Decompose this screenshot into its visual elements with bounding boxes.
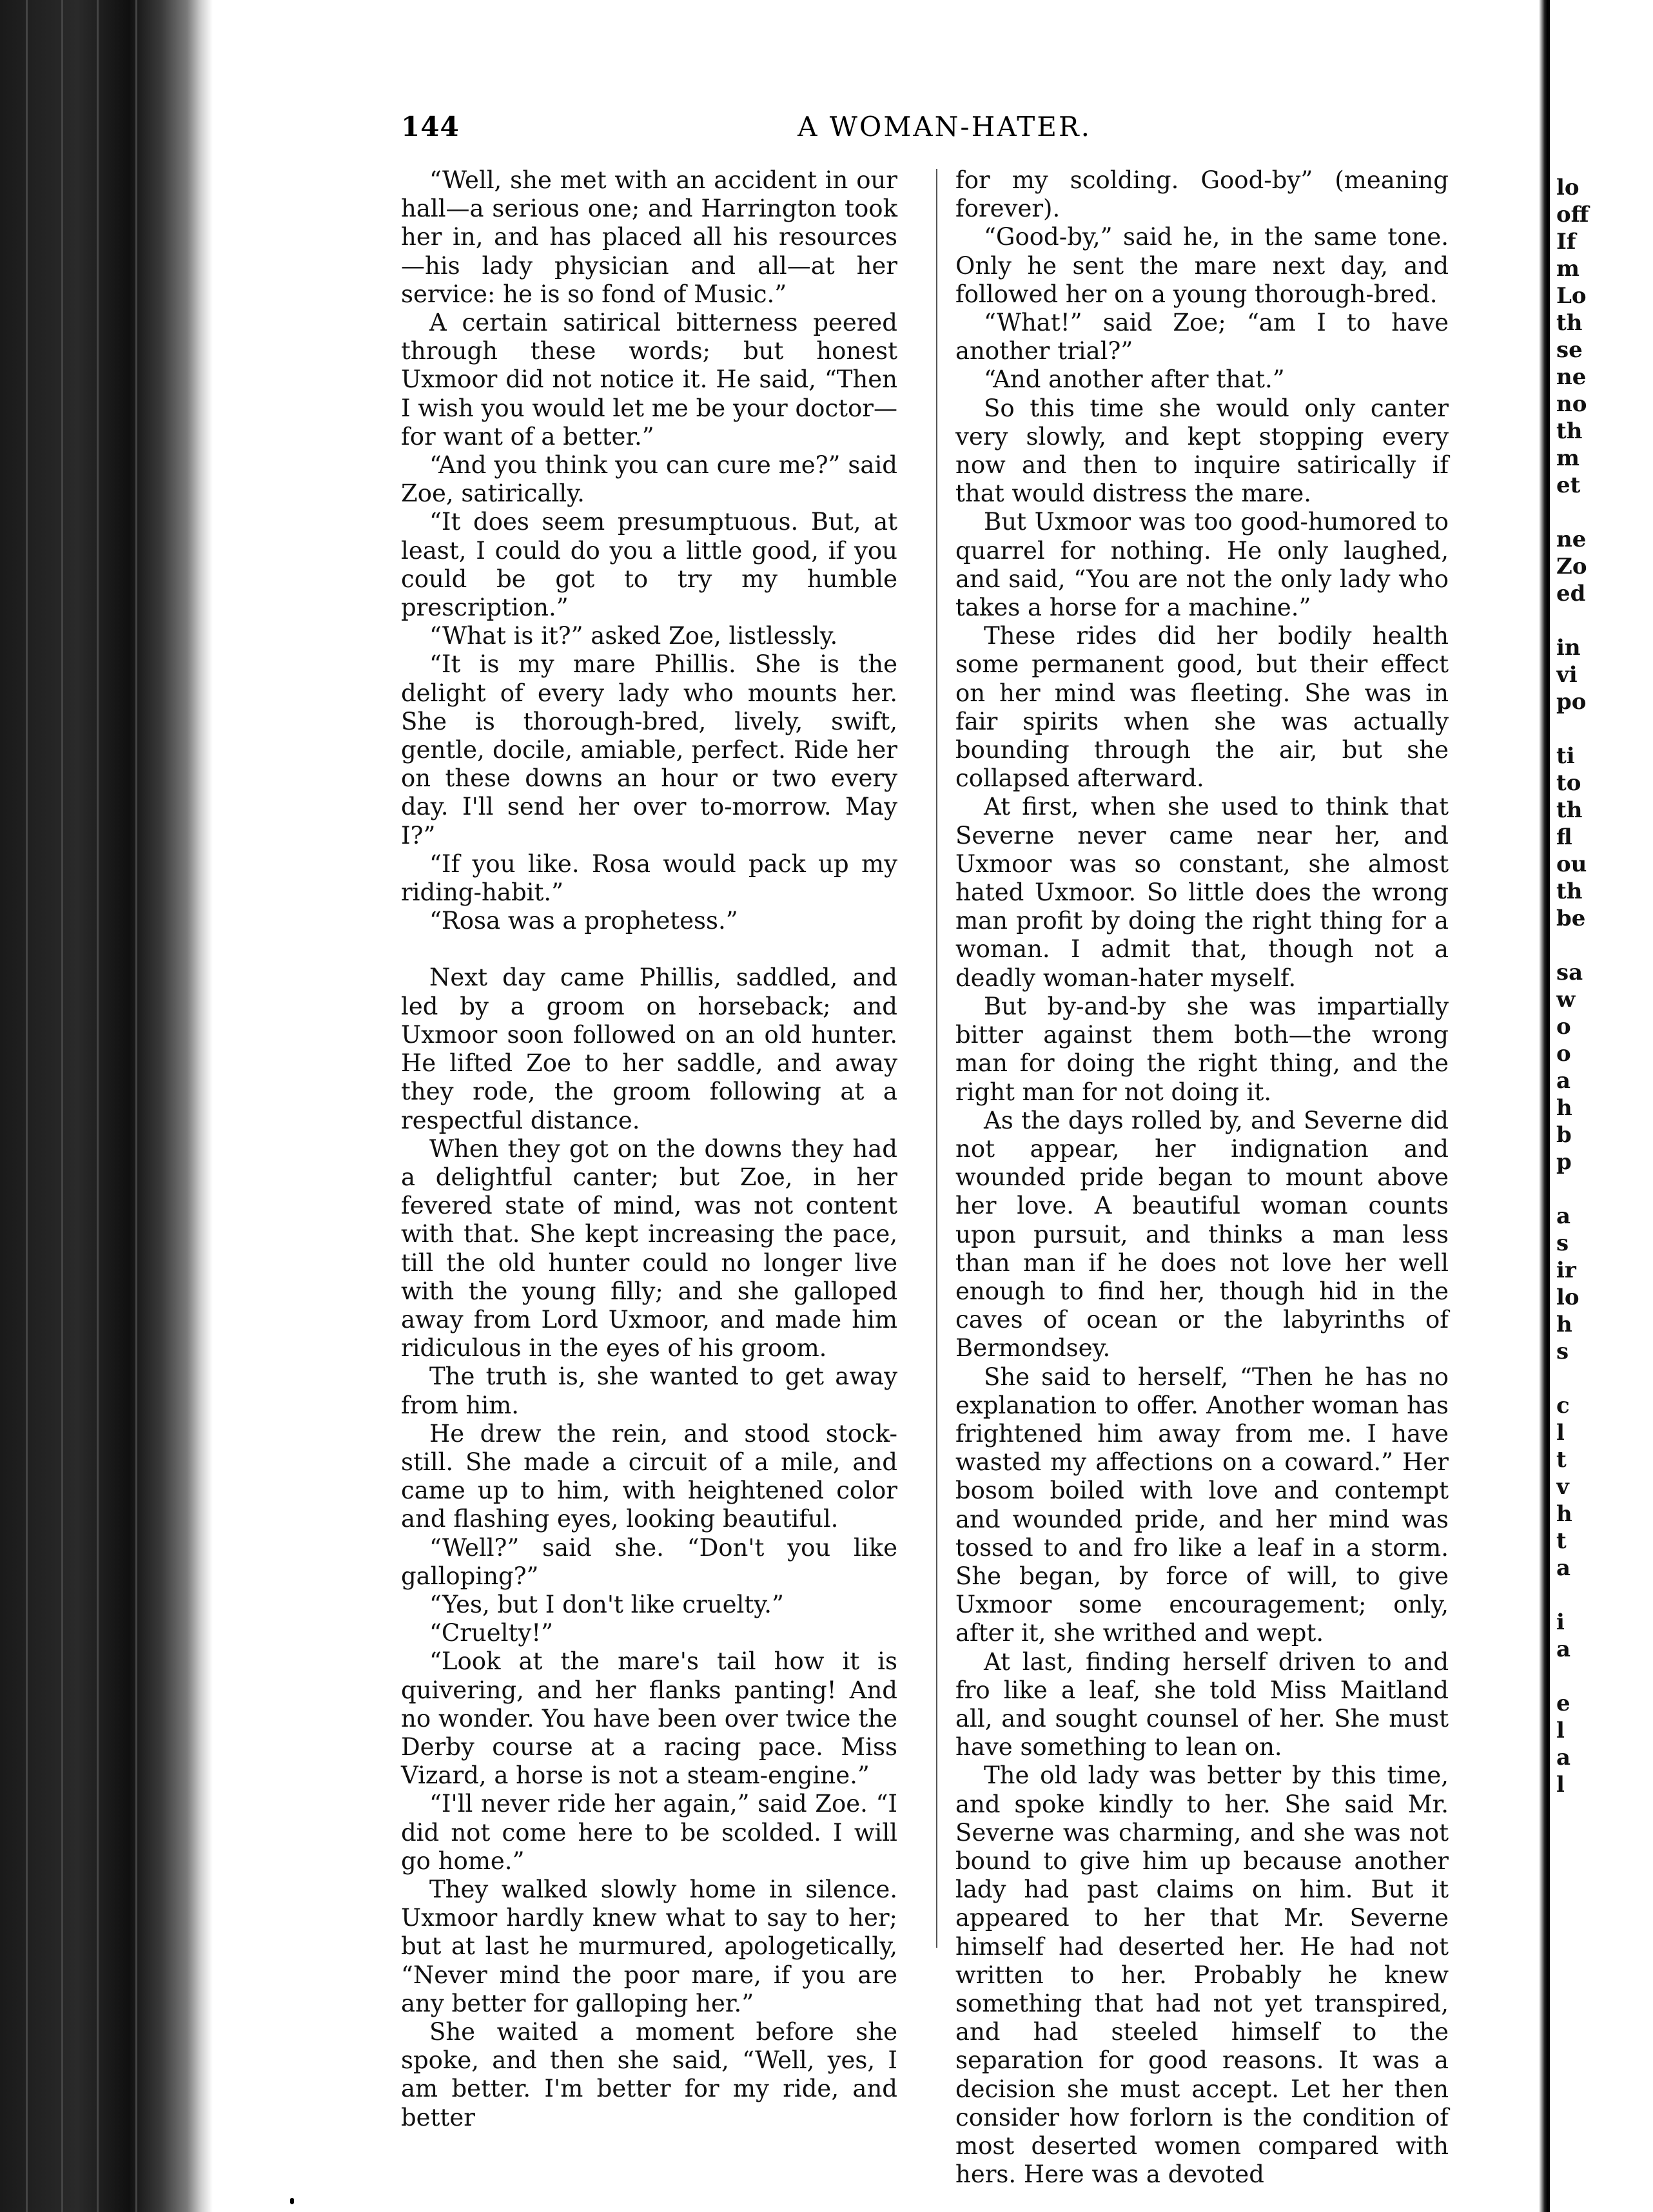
paragraph: These rides did her bodily health some permanent good, but their effect on her mind was fleeting. She was in fair spirits when she was actually bounding through the air, but she collapsed afterward. [955, 622, 1449, 793]
next-page-fragment: ne [1556, 527, 1587, 552]
next-page-fragment: th [1556, 310, 1583, 336]
next-page-fragment: lo [1556, 175, 1580, 200]
book-page [213, 0, 1547, 2212]
paragraph: She waited a moment before she spoke, and then she said, “Well, yes, I am better. I'm better for my ride, and better [401, 2018, 897, 2131]
next-page-fragment: p [1556, 1149, 1572, 1175]
paragraph: But by-and-by she was impartially bitter against them both—the wrong man for doing the right thing, and the right man for not doing it. [955, 992, 1449, 1106]
paragraph: “And you think you can cure me?” said Zoe, satirically. [401, 451, 897, 508]
paragraph: “Rosa was a prophetess.” [429, 907, 738, 935]
next-page-fragment: w [1556, 987, 1576, 1013]
next-page-fragment: o [1556, 1041, 1571, 1067]
next-page-fragment: l [1556, 1772, 1565, 1798]
next-page-fragment: a [1556, 1555, 1571, 1581]
next-page-fragment: t [1556, 1447, 1567, 1473]
next-page-fragment: h [1556, 1095, 1572, 1121]
next-page-fragment: Lo [1556, 283, 1587, 309]
next-page-fragment: m [1556, 256, 1580, 282]
next-page-fragment: th [1556, 878, 1583, 904]
next-page-fragment: i [1556, 1609, 1565, 1635]
next-page-fragment [1556, 1582, 1653, 1609]
next-page-fragment: l [1556, 1420, 1565, 1446]
paragraph: “Yes, but I don't like cruelty.” [429, 1590, 784, 1618]
paragraph: As the days rolled by, and Severne did not appear, her indignation and wounded pride began to mount above her love. A beautiful woman counts upon pursuit, and thinks a man less than man if he does not love her well enough to find her, though hid in the caves of ocean or the labyrinths of Bermondsey. [955, 1106, 1449, 1363]
next-page-fragment: fl [1556, 824, 1572, 850]
paragraph: “It is my mare Phillis. She is the delight of every lady who mounts her. She is thorough-bred, lively, swift, gentle, docile, amiable, perfect. Ride her on these downs an hour or two every day. I'll send her over to-morrow. May I?” [401, 650, 897, 849]
next-page-fragment: th [1556, 797, 1583, 823]
paragraph: The truth is, she wanted to get away from him. [401, 1363, 897, 1419]
paragraph: At last, finding herself driven to and fro like a leaf, she told Miss Maitland all, and sought counsel of her. She must have something to lean on. [955, 1647, 1449, 1761]
paragraph: So this time she would only canter very slowly, and kept stopping every now and then to inquire satirically if that would distress the mare. [955, 394, 1449, 508]
paragraph: “And another after that.” [984, 365, 1285, 394]
next-page-fragment: m [1556, 445, 1580, 471]
left-column [401, 166, 897, 2132]
next-page-fragment: a [1556, 1068, 1571, 1094]
paragraph: “What is it?” asked Zoe, listlessly. [429, 622, 838, 650]
next-page-fragment: ne [1556, 364, 1587, 390]
next-page-fragment: lo [1556, 1285, 1580, 1310]
next-page-fragment: off [1556, 202, 1589, 228]
page-number: 144 [401, 111, 460, 142]
paragraph: “What!” said Zoe; “am I to have another trial?” [955, 309, 1449, 365]
next-page-fragment: s [1556, 1230, 1569, 1256]
next-page-fragment: l [1556, 1718, 1565, 1743]
next-page-fragment [1556, 607, 1653, 634]
paragraph: “Well, she met with an accident in our hall—a serious one; and Harrington took her in, and has placed all his resources—his lady physician and all—at her service: he is so fond of Music.” [401, 166, 897, 308]
next-page-fragment: h [1556, 1312, 1572, 1337]
next-page-fragment: ou [1556, 851, 1587, 877]
next-page-fragment: If [1556, 229, 1576, 255]
next-page-fragment: a [1556, 1745, 1571, 1771]
next-page-fragment: be [1556, 906, 1586, 931]
next-page-fragment: t [1556, 1528, 1567, 1554]
next-page-fragment: v [1556, 1474, 1569, 1500]
running-head: A WOMAN-HATER. [797, 111, 1091, 142]
paragraph: “Well?” said she. “Don't you like galloping?” [401, 1533, 897, 1590]
right-column [955, 166, 1449, 2189]
next-page-fragment: e [1556, 1691, 1570, 1716]
next-page-fragment: sa [1556, 960, 1583, 985]
next-page-fragment: vi [1556, 662, 1578, 688]
next-page-fragment [1556, 932, 1653, 959]
paragraph: She said to herself, “Then he has no explanation to offer. Another woman has frightened him away from me. I have wasted my affections on a coward.” Her bosom boiled with love and contempt and wounded pride, and her mind was tossed to and fro like a leaf in a storm. She began, by force of will, to give Uxmoor some encouragement; only, after it, she writhed and wept. [955, 1363, 1449, 1647]
next-page-fragment: ed [1556, 581, 1586, 606]
next-page-edge [1550, 0, 1653, 2212]
paragraph: When they got on the downs they had a delightful canter; but Zoe, in her fevered state of mind, was not content with that. She kept increasing the pace, till the old hunter could no longer live with the young filly; and she galloped away from Lord Uxmoor, and made him ridiculous in the eyes of his groom. [401, 1134, 897, 1363]
next-page-fragment [1556, 499, 1653, 526]
paragraph: But Uxmoor was too good-humored to quarrel for nothing. He only laughed, and said, “You are not the only lady who takes a horse for a machine.” [955, 508, 1449, 622]
next-page-fragment: no [1556, 391, 1587, 417]
next-page-fragment: to [1556, 770, 1581, 796]
stray-mark [290, 2198, 294, 2204]
next-page-fragment: a [1556, 1203, 1571, 1229]
next-page-fragment [1556, 715, 1653, 742]
next-page-fragment: o [1556, 1014, 1571, 1040]
next-page-fragment: in [1556, 635, 1581, 661]
next-page-fragment: th [1556, 418, 1583, 444]
paragraph: “Look at the mare's tail how it is quivering, and her flanks panting! And no wonder. You have been over twice the Derby course at a racing pace. Miss Vizard, a horse is not a steam-engine.” [401, 1647, 897, 1790]
next-page-fragment: s [1556, 1339, 1569, 1364]
next-page-fragment: h [1556, 1501, 1572, 1527]
paragraph: At first, when she used to think that Severne never came near her, and Uxmoor was so constant, she almost hated Uxmoor. So little does the wrong man profit by doing the right thing for a woman. I admit that, though not a deadly woman-hater myself. [955, 793, 1449, 992]
paragraph: “It does seem presumptuous. But, at least, I could do you a little good, if you could be got to try my humble prescription.” [401, 508, 897, 622]
next-page-fragment: se [1556, 337, 1583, 363]
next-page-fragments [1556, 174, 1653, 1798]
next-page-fragment: b [1556, 1122, 1572, 1148]
paragraph: A certain satirical bitterness peered through these words; but honest Uxmoor did not notice it. He said, “Then I wish you would let me be your doctor—for want of a better.” [401, 309, 897, 451]
next-page-fragment [1556, 1176, 1653, 1203]
paragraph: The old lady was better by this time, and spoke kindly to her. She said Mr. Severne was charming, and she was not bound to give him up because another lady had past claims on him. But it appeared to her that Mr. Severne himself had deserted her. He had not written to her. Probably he knew something that had not yet transpired, and had steeled himself to the separation for good reasons. It was a decision she must accept. Let her then consider how forlorn is the condition of most deserted women compared with hers. Here was a devoted [955, 1761, 1449, 2189]
paragraph: “Good-by,” said he, in the same tone. Only he sent the mare next day, and followed her on a young thorough-bred. [955, 223, 1449, 308]
column-divider [936, 169, 937, 1948]
next-page-fragment: Zo [1556, 554, 1587, 579]
paragraph: He drew the rein, and stood stock-still. She made a circuit of a mile, and came up to him, with heightened color and flashing eyes, looking beautiful. [401, 1419, 897, 1533]
page-header [401, 111, 1488, 150]
next-page-fragment [1556, 1365, 1653, 1392]
book-binding [0, 0, 213, 2212]
paragraph: “Cruelty!” [429, 1619, 554, 1647]
next-page-fragment: a [1556, 1636, 1571, 1662]
next-page-fragment: ti [1556, 743, 1575, 769]
paragraph: “If you like. Rosa would pack up my riding-habit.” [401, 849, 897, 907]
paragraph: Next day came Phillis, saddled, and led by a groom on horseback; and Uxmoor soon followed on an old hunter. He lifted Zoe to her saddle, and away they rode, the groom following at a respectful distance. [401, 964, 897, 1134]
next-page-fragment: po [1556, 689, 1587, 715]
paragraph: They walked slowly home in silence. Uxmoor hardly knew what to say to her; but at last he murmured, apologetically, “Never mind the poor mare, if you are any better for galloping her.” [401, 1875, 897, 2017]
paragraph: “I'll never ride her again,” said Zoe. “I did not come here to be scolded. I will go home.” [401, 1790, 897, 1875]
next-page-fragment: et [1556, 472, 1581, 498]
paragraph: for my scolding. Good-by” (meaning forever). [955, 166, 1449, 223]
next-page-fragment [1556, 1663, 1653, 1690]
next-page-fragment: c [1556, 1393, 1570, 1419]
next-page-fragment: ir [1556, 1257, 1576, 1283]
